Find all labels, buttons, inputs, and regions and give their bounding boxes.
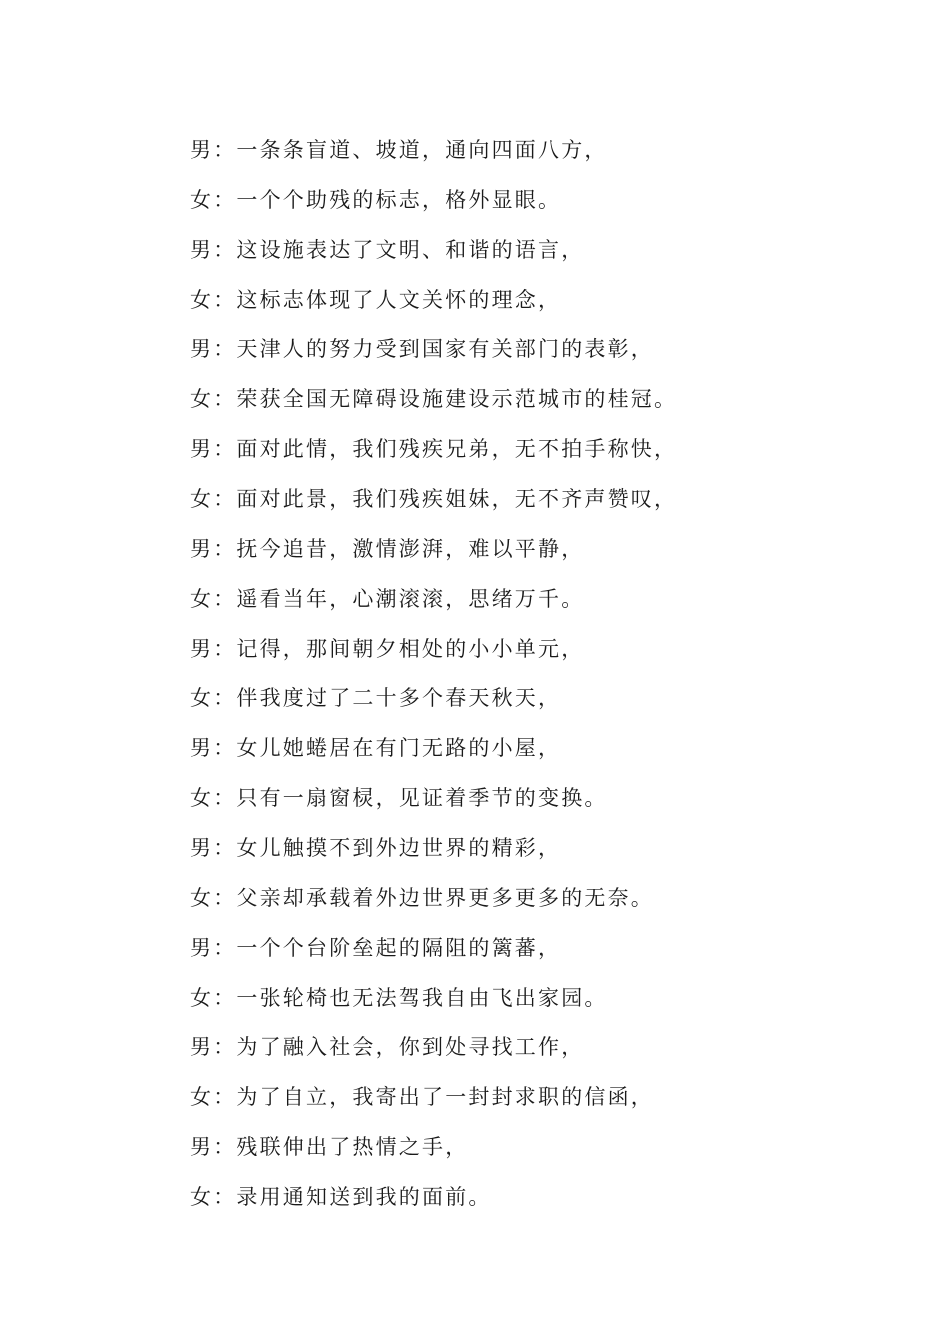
dialogue-line: 男：面对此情，我们残疾兄弟，无不拍手称快， xyxy=(190,437,678,462)
dialogue-line: 女：录用通知送到我的面前。 xyxy=(190,1185,492,1210)
dialogue-line: 男：一个个台阶垒起的隔阻的篱蕃， xyxy=(190,935,562,960)
dialogue-line: 男：女儿触摸不到外边世界的精彩， xyxy=(190,836,562,861)
dialogue-line: 女：一张轮椅也无法驾我自由飞出家园。 xyxy=(190,985,608,1010)
dialogue-line: 女：只有一扇窗棂，见证着季节的变换。 xyxy=(190,786,608,811)
dialogue-line: 男：天津人的努力受到国家有关部门的表彰， xyxy=(190,337,654,362)
dialogue-line: 女：这标志体现了人文关怀的理念， xyxy=(190,287,562,312)
dialogue-line: 男：这设施表达了文明、和谐的语言， xyxy=(190,237,585,262)
dialogue-line: 男：记得，那间朝夕相处的小小单元， xyxy=(190,636,585,661)
dialogue-line: 女：一个个助残的标志，格外显眼。 xyxy=(190,187,562,212)
dialogue-line: 女：父亲却承载着外边世界更多更多的无奈。 xyxy=(190,885,654,910)
dialogue-line: 男：抚今追昔，激情澎湃，难以平静， xyxy=(190,536,585,561)
dialogue-line: 女：为了自立，我寄出了一封封求职的信函， xyxy=(190,1085,654,1110)
dialogue-line: 男：女儿她蜷居在有门无路的小屋， xyxy=(190,736,562,761)
dialogue-line: 男：一条条盲道、坡道，通向四面八方， xyxy=(190,138,608,162)
dialogue-line: 女：伴我度过了二十多个春天秋天， xyxy=(190,686,562,711)
dialogue-line: 女：遥看当年，心潮滚滚，思绪万千。 xyxy=(190,586,585,611)
dialogue-line: 女：面对此景，我们残疾姐妹，无不齐声赞叹， xyxy=(190,487,678,512)
dialogue-line: 男：残联伸出了热情之手， xyxy=(190,1135,469,1160)
dialogue-line: 男：为了融入社会，你到处寻找工作， xyxy=(190,1035,585,1060)
dialogue-line: 女：荣获全国无障碍设施建设示范城市的桂冠。 xyxy=(190,387,678,412)
dialogue-lines xyxy=(190,132,890,1229)
